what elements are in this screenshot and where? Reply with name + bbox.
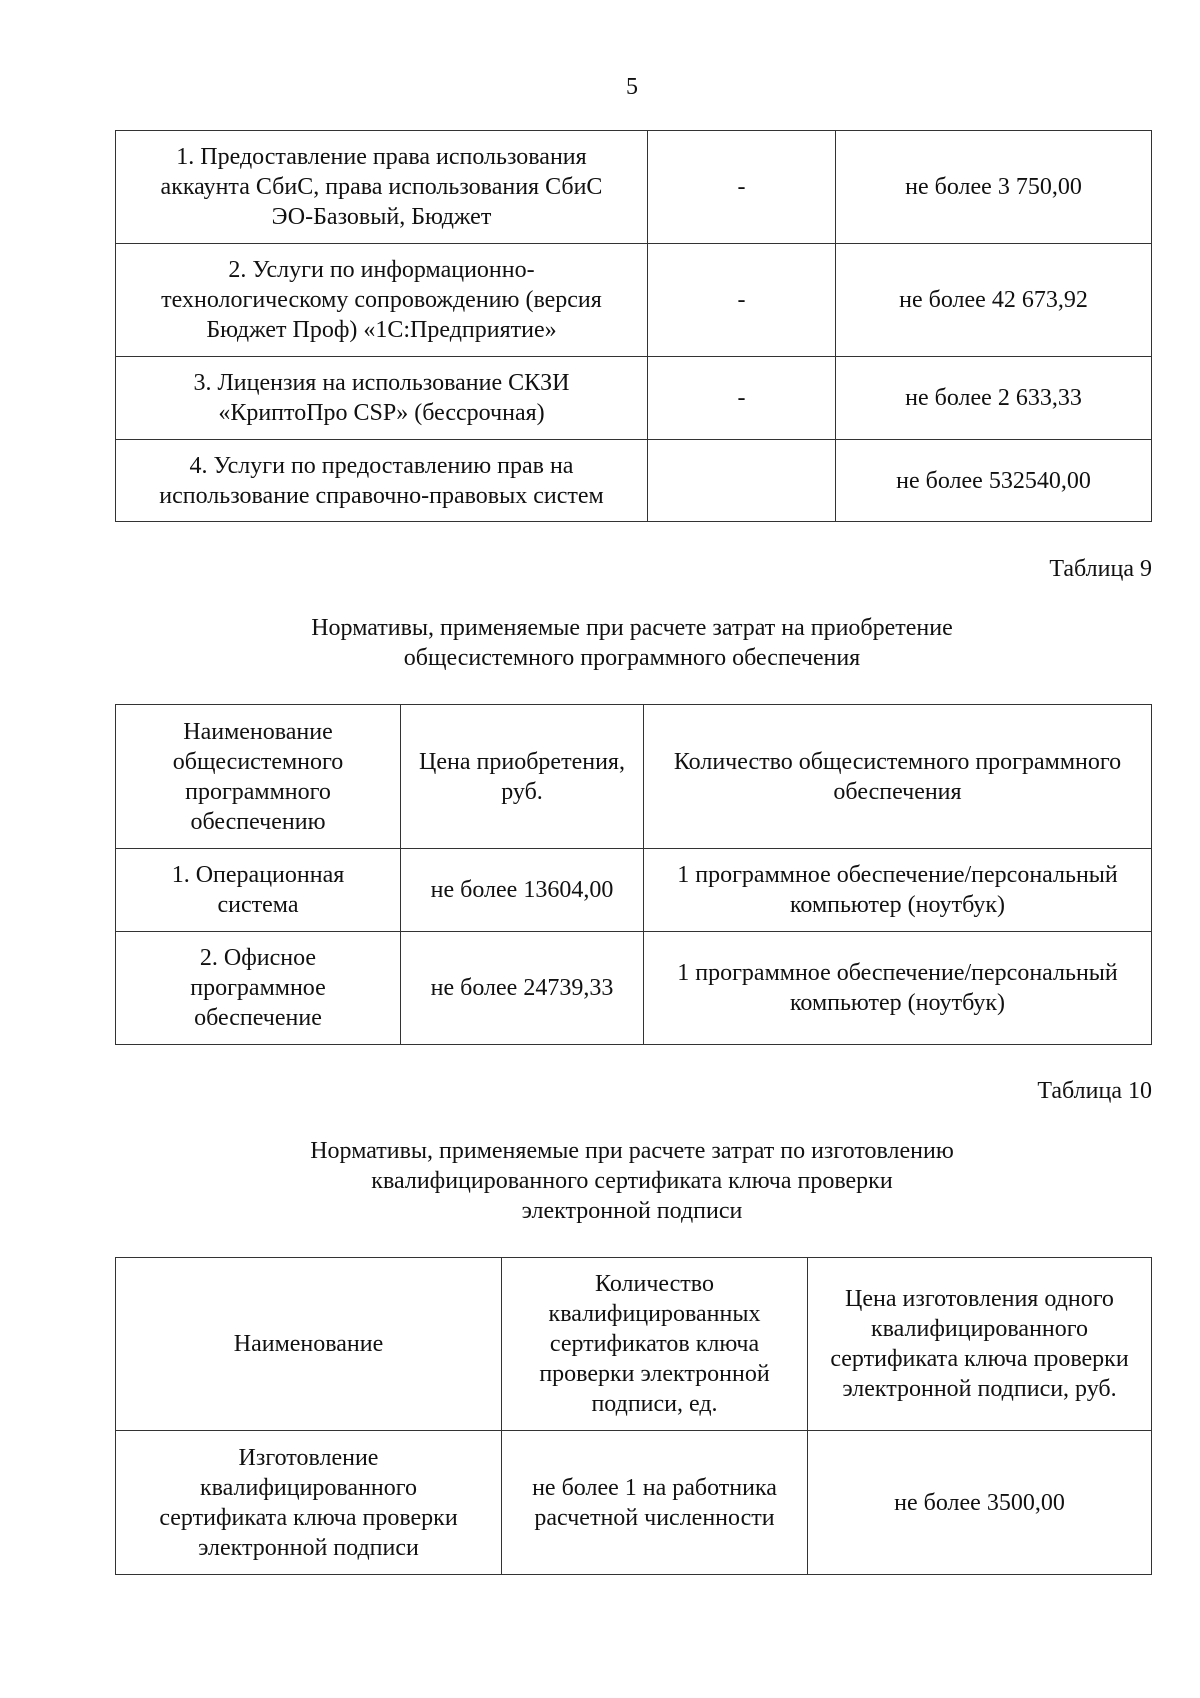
table10-label: Таблица 10 <box>1037 1078 1152 1104</box>
cell-line: программное <box>190 975 326 1001</box>
cell-line: не более 1 на работника <box>532 1474 777 1501</box>
cell-line: Бюджет Проф) «1С:Предприятие» <box>206 317 557 343</box>
cell-name <box>116 849 401 932</box>
cell-line: компьютер (ноутбук) <box>789 892 1006 918</box>
title-line: общесистемного программного обеспечения <box>403 645 861 671</box>
cell-line: сертификата ключа проверки <box>159 1504 458 1531</box>
table10 <box>115 1257 1152 1575</box>
table-row <box>116 932 1152 1045</box>
cell-name <box>116 932 401 1045</box>
cell-qty <box>644 932 1152 1045</box>
cell-name <box>116 244 648 357</box>
header-line: квалифицированного <box>870 1316 1089 1342</box>
header-line: Наименование <box>183 718 333 745</box>
cell-line: компьютер (ноутбук) <box>789 990 1006 1016</box>
cell-qty <box>502 1431 808 1575</box>
cell-price: не более 13604,00 <box>401 849 644 932</box>
cell-qty: - <box>648 357 836 440</box>
cell-line: аккаунта СбиС, права использования СбиС <box>160 174 603 200</box>
header-line: электронной подписи, руб. <box>842 1376 1117 1402</box>
table-row <box>116 131 1152 244</box>
cell-line: 1 программное обеспечение/персональный <box>677 960 1118 986</box>
cell-qty <box>644 849 1152 932</box>
header-name <box>116 1258 502 1431</box>
table-row <box>116 244 1152 357</box>
table-row <box>116 357 1152 440</box>
cell-line: расчетной численности <box>534 1504 775 1531</box>
header-line: Наименование <box>233 1331 384 1357</box>
cell-line: технологическому сопровождению (версия <box>161 287 602 313</box>
header-line: квалифицированных <box>548 1301 761 1327</box>
cell-line: 2. Услуги по информационно- <box>228 257 535 283</box>
header-line: Цена приобретения, <box>419 748 625 775</box>
table-header-row <box>116 1258 1152 1431</box>
header-qty <box>502 1258 808 1431</box>
cell-qty: - <box>648 131 836 244</box>
header-line: программного <box>185 778 331 805</box>
cell-line: обеспечение <box>194 1005 322 1031</box>
cell-line: «КриптоПро CSP» (бессрочная) <box>218 400 545 426</box>
header-name <box>116 705 401 849</box>
header-line: руб. <box>501 778 543 805</box>
table-continued <box>115 130 1152 522</box>
table9-label: Таблица 9 <box>1049 556 1152 582</box>
header-line: проверки электронной <box>539 1361 770 1387</box>
title-line: электронной подписи <box>521 1198 743 1224</box>
cell-line: 2. Офисное <box>199 945 317 971</box>
cell-line: использование справочно-правовых систем <box>159 482 604 509</box>
header-qty <box>644 705 1152 849</box>
cell-line: электронной подписи <box>198 1534 419 1561</box>
header-line: подписи, ед. <box>591 1391 718 1417</box>
cell-price: не более 3500,00 <box>808 1431 1152 1575</box>
table10-title <box>0 1136 1200 1226</box>
header-line: Количество общесистемного программного <box>673 748 1122 775</box>
cell-line: система <box>217 892 299 918</box>
title-line: квалифицированного сертификата ключа проверки <box>371 1168 893 1194</box>
header-line: общесистемного <box>172 748 344 775</box>
table-header-row <box>116 705 1152 849</box>
cell-line: 4. Услуги по предоставлению прав на <box>189 452 574 479</box>
title-line: Нормативы, применяемые при расчете затрат на приобретение <box>311 615 953 641</box>
cell-qty <box>648 440 836 522</box>
cell-name <box>116 131 648 244</box>
cell-name <box>116 440 648 522</box>
cell-price: не более 24739,33 <box>401 932 644 1045</box>
table9 <box>115 704 1152 1045</box>
cell-line: 1. Предоставление права использования <box>176 144 587 170</box>
cell-line: Изготовление <box>238 1444 379 1471</box>
cell-qty: - <box>648 244 836 357</box>
cell-price: не более 42 673,92 <box>836 244 1152 357</box>
cell-line: квалифицированного <box>199 1474 418 1501</box>
cell-line: 1. Операционная <box>171 862 345 888</box>
title-line: Нормативы, применяемые при расчете затрат по изготовлению <box>310 1138 954 1164</box>
header-line: обеспечению <box>190 808 326 835</box>
header-line: сертификатов ключа <box>549 1331 760 1357</box>
cell-line: 3. Лицензия на использование СКЗИ <box>193 370 570 396</box>
cell-name <box>116 357 648 440</box>
cell-price: не более 3 750,00 <box>836 131 1152 244</box>
table-row <box>116 440 1152 522</box>
header-price <box>808 1258 1152 1431</box>
cell-line: ЭО-Базовый, Бюджет <box>271 204 492 230</box>
cell-name <box>116 1431 502 1575</box>
page-number: 5 <box>626 74 638 100</box>
header-line: Цена изготовления одного <box>845 1286 1114 1312</box>
header-line: Количество <box>595 1271 714 1297</box>
header-line: обеспечения <box>833 778 962 805</box>
cell-line: 1 программное обеспечение/персональный <box>677 862 1118 888</box>
cell-price: не более 2 633,33 <box>836 357 1152 440</box>
table9-title <box>0 613 1200 673</box>
header-price <box>401 705 644 849</box>
cell-price: не более 532540,00 <box>836 440 1152 522</box>
table-row <box>116 1431 1152 1575</box>
table-row <box>116 849 1152 932</box>
header-line: сертификата ключа проверки <box>830 1346 1129 1372</box>
